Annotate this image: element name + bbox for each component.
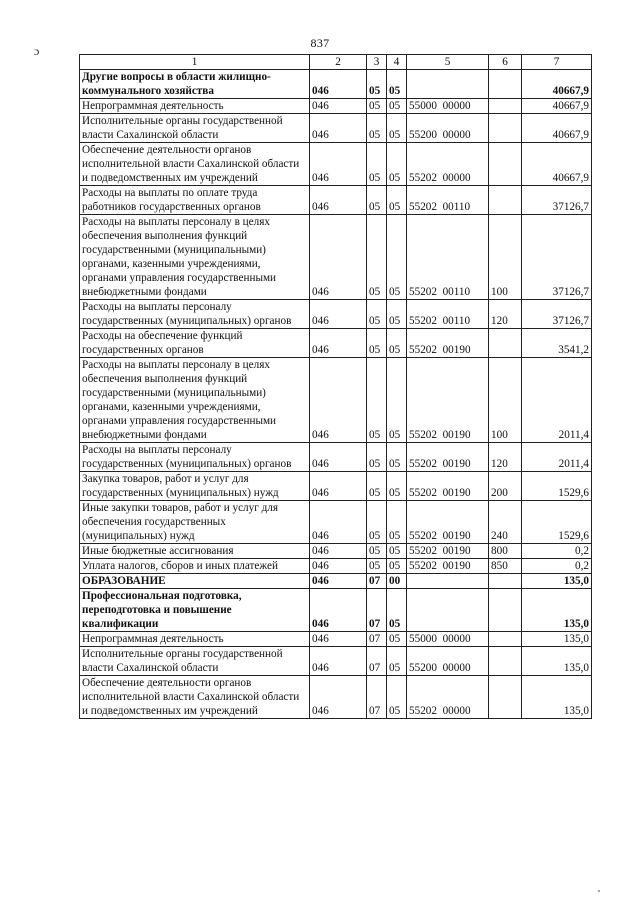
- row-subsection: 05: [387, 647, 407, 676]
- row-target-article: [407, 574, 489, 589]
- row-subsection: 05: [387, 676, 407, 719]
- row-expense-type: [489, 632, 522, 647]
- table-row: [80, 472, 592, 501]
- row-name: Иные закупки товаров, работ и услуг для обеспечения государственных (муниципальных) нужд: [80, 501, 310, 544]
- row-subsection: 05: [387, 443, 407, 472]
- row-section: 05: [367, 186, 387, 215]
- column-header: 3: [367, 55, 387, 70]
- row-subsection: 05: [387, 300, 407, 329]
- row-expense-type: 120: [489, 300, 522, 329]
- row-admin-code: 046: [310, 574, 367, 589]
- row-amount: 135,0: [522, 589, 592, 632]
- row-expense-type: [489, 589, 522, 632]
- row-section: 07: [367, 647, 387, 676]
- margin-mark: ɔ: [34, 44, 40, 58]
- row-name: Непрограммная деятельность: [80, 632, 310, 647]
- row-target-article: 55200 00000: [407, 114, 489, 143]
- row-admin-code: 046: [310, 632, 367, 647]
- row-section: 05: [367, 443, 387, 472]
- row-target-article: 55202 00110: [407, 215, 489, 300]
- row-amount: 37126,7: [522, 186, 592, 215]
- row-name: Расходы на обеспечение функций государственных органов: [80, 329, 310, 358]
- row-name: ОБРАЗОВАНИЕ: [80, 574, 310, 589]
- row-amount: 1529,6: [522, 472, 592, 501]
- budget-table: [79, 54, 592, 719]
- table-row: [80, 501, 592, 544]
- row-subsection: 05: [387, 99, 407, 114]
- row-amount: 135,0: [522, 647, 592, 676]
- row-admin-code: 046: [310, 70, 367, 99]
- column-header: 1: [80, 55, 310, 70]
- row-subsection: 05: [387, 186, 407, 215]
- row-amount: 135,0: [522, 574, 592, 589]
- row-section: 07: [367, 632, 387, 647]
- row-subsection: 05: [387, 70, 407, 99]
- table-row: [80, 647, 592, 676]
- row-subsection: 05: [387, 544, 407, 559]
- row-admin-code: 046: [310, 186, 367, 215]
- row-target-article: 55202 00190: [407, 559, 489, 574]
- row-target-article: 55200 00000: [407, 647, 489, 676]
- table-row: [80, 300, 592, 329]
- row-admin-code: 046: [310, 358, 367, 443]
- row-name: Расходы на выплаты по оплате труда работников государственных органов: [80, 186, 310, 215]
- row-amount: 0,2: [522, 544, 592, 559]
- row-section: 05: [367, 70, 387, 99]
- row-name: Закупка товаров, работ и услуг для государственных (муниципальных) нужд: [80, 472, 310, 501]
- row-admin-code: 046: [310, 589, 367, 632]
- table-row: [80, 358, 592, 443]
- header-row: [80, 55, 592, 70]
- row-subsection: 05: [387, 329, 407, 358]
- row-expense-type: 200: [489, 472, 522, 501]
- row-subsection: 05: [387, 589, 407, 632]
- scan-speck: [598, 890, 600, 892]
- row-target-article: 55202 00000: [407, 676, 489, 719]
- row-amount: 1529,6: [522, 501, 592, 544]
- row-expense-type: [489, 186, 522, 215]
- row-amount: 37126,7: [522, 300, 592, 329]
- table-row: [80, 589, 592, 632]
- column-header: 2: [310, 55, 367, 70]
- row-section: 05: [367, 472, 387, 501]
- table-row: [80, 143, 592, 186]
- row-admin-code: 046: [310, 215, 367, 300]
- row-section: 05: [367, 501, 387, 544]
- row-amount: 135,0: [522, 676, 592, 719]
- row-expense-type: 120: [489, 443, 522, 472]
- row-name: Исполнительные органы государственной власти Сахалинской области: [80, 114, 310, 143]
- row-target-article: 55202 00110: [407, 186, 489, 215]
- row-name: Расходы на выплаты персоналу в целях обеспечения выполнения функций государственными (муниципальными) органами, казенными учреждениями, органами управления государственными внебюджетными фондами: [80, 215, 310, 300]
- row-admin-code: 046: [310, 99, 367, 114]
- row-name: Иные бюджетные ассигнования: [80, 544, 310, 559]
- row-amount: 135,0: [522, 632, 592, 647]
- table-row: [80, 676, 592, 719]
- table-row: [80, 99, 592, 114]
- row-subsection: 05: [387, 632, 407, 647]
- page-number: 837: [310, 36, 330, 50]
- column-header: 5: [407, 55, 489, 70]
- row-expense-type: [489, 143, 522, 186]
- table-row: [80, 574, 592, 589]
- column-header: 7: [522, 55, 592, 70]
- row-amount: 3541,2: [522, 329, 592, 358]
- row-expense-type: 240: [489, 501, 522, 544]
- row-section: 05: [367, 215, 387, 300]
- row-admin-code: 046: [310, 501, 367, 544]
- row-subsection: 05: [387, 143, 407, 186]
- row-target-article: 55202 00190: [407, 472, 489, 501]
- row-section: 05: [367, 544, 387, 559]
- row-amount: 40667,9: [522, 70, 592, 99]
- row-admin-code: 046: [310, 300, 367, 329]
- row-admin-code: 046: [310, 544, 367, 559]
- row-section: 05: [367, 99, 387, 114]
- row-target-article: 55000 00000: [407, 99, 489, 114]
- row-target-article: 55202 00190: [407, 358, 489, 443]
- row-admin-code: 046: [310, 472, 367, 501]
- row-expense-type: [489, 676, 522, 719]
- row-name: Обеспечение деятельности органов исполнительной власти Сахалинской области и подведомственных им учреждений: [80, 676, 310, 719]
- row-amount: 40667,9: [522, 143, 592, 186]
- table-row: [80, 186, 592, 215]
- table-row: [80, 443, 592, 472]
- table-row: [80, 70, 592, 99]
- row-subsection: 05: [387, 559, 407, 574]
- table-row: [80, 559, 592, 574]
- row-expense-type: 800: [489, 544, 522, 559]
- column-header: 6: [489, 55, 522, 70]
- row-section: 05: [367, 329, 387, 358]
- row-target-article: [407, 589, 489, 632]
- table-row: [80, 329, 592, 358]
- row-admin-code: 046: [310, 329, 367, 358]
- row-name: Другие вопросы в области жилищно-коммунального хозяйства: [80, 70, 310, 99]
- row-section: 07: [367, 676, 387, 719]
- row-section: 05: [367, 114, 387, 143]
- row-admin-code: 046: [310, 676, 367, 719]
- row-subsection: 05: [387, 501, 407, 544]
- row-name: Обеспечение деятельности органов исполнительной власти Сахалинской области и подведомственных им учреждений: [80, 143, 310, 186]
- row-amount: 2011,4: [522, 443, 592, 472]
- row-section: 07: [367, 574, 387, 589]
- row-target-article: 55202 00000: [407, 143, 489, 186]
- row-amount: 37126,7: [522, 215, 592, 300]
- row-section: 05: [367, 300, 387, 329]
- row-name: Расходы на выплаты персоналу в целях обеспечения выполнения функций государственными (муниципальными) органами, казенными учреждениями, органами управления государственными внебюджетными фондами: [80, 358, 310, 443]
- row-name: Расходы на выплаты персоналу государственных (муниципальных) органов: [80, 300, 310, 329]
- column-header: 4: [387, 55, 407, 70]
- row-name: Профессиональная подготовка, переподготовка и повышение квалификации: [80, 589, 310, 632]
- row-target-article: 55202 00110: [407, 300, 489, 329]
- row-subsection: 05: [387, 472, 407, 501]
- row-amount: 0,2: [522, 559, 592, 574]
- row-target-article: 55202 00190: [407, 443, 489, 472]
- row-expense-type: [489, 574, 522, 589]
- row-expense-type: [489, 647, 522, 676]
- table-row: [80, 215, 592, 300]
- row-expense-type: [489, 70, 522, 99]
- row-subsection: 00: [387, 574, 407, 589]
- row-expense-type: [489, 99, 522, 114]
- row-name: Уплата налогов, сборов и иных платежей: [80, 559, 310, 574]
- row-subsection: 05: [387, 114, 407, 143]
- row-subsection: 05: [387, 358, 407, 443]
- row-admin-code: 046: [310, 143, 367, 186]
- table-row: [80, 544, 592, 559]
- row-expense-type: [489, 114, 522, 143]
- row-target-article: 55202 00190: [407, 501, 489, 544]
- row-admin-code: 046: [310, 647, 367, 676]
- row-name: Расходы на выплаты персоналу государственных (муниципальных) органов: [80, 443, 310, 472]
- row-expense-type: 100: [489, 215, 522, 300]
- row-expense-type: 850: [489, 559, 522, 574]
- row-admin-code: 046: [310, 559, 367, 574]
- row-amount: 40667,9: [522, 99, 592, 114]
- row-target-article: [407, 70, 489, 99]
- row-section: 05: [367, 143, 387, 186]
- row-admin-code: 046: [310, 443, 367, 472]
- table-row: [80, 114, 592, 143]
- table-row: [80, 632, 592, 647]
- row-subsection: 05: [387, 215, 407, 300]
- row-section: 07: [367, 589, 387, 632]
- row-amount: 40667,9: [522, 114, 592, 143]
- row-section: 05: [367, 358, 387, 443]
- row-name: Непрограммная деятельность: [80, 99, 310, 114]
- row-amount: 2011,4: [522, 358, 592, 443]
- row-section: 05: [367, 559, 387, 574]
- row-admin-code: 046: [310, 114, 367, 143]
- row-name: Исполнительные органы государственной власти Сахалинской области: [80, 647, 310, 676]
- row-target-article: 55202 00190: [407, 329, 489, 358]
- row-expense-type: [489, 329, 522, 358]
- row-target-article: 55202 00190: [407, 544, 489, 559]
- row-target-article: 55000 00000: [407, 632, 489, 647]
- row-expense-type: 100: [489, 358, 522, 443]
